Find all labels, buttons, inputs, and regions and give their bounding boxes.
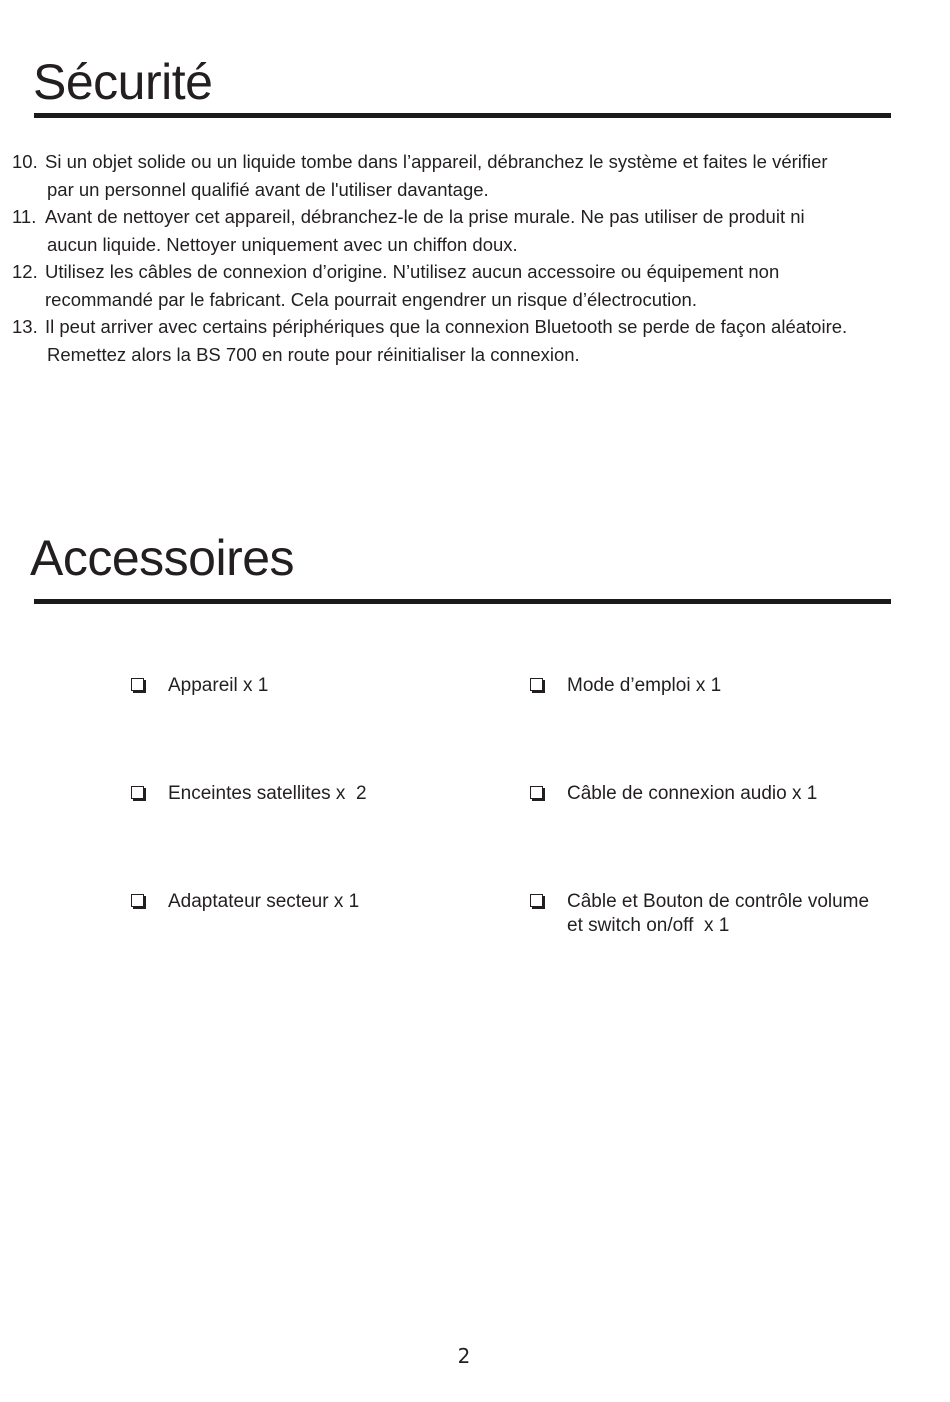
accessory-label: Adaptateur secteur x 1 [168,891,360,912]
checkbox-icon [530,678,543,691]
safety-instructions-list [12,148,932,368]
safety-item [12,148,932,203]
accessory-label: Mode d’emploi x 1 [567,675,722,696]
safety-item [12,203,932,258]
safety-item-number: 12. [12,261,38,282]
safety-item-text: Si un objet solide ou un liquide tombe dans l’appareil, débranchez le système et faites le vérifier [45,151,828,172]
section-title-accessoires: Accessoires [30,530,295,586]
safety-item-number: 11. [12,206,37,227]
checkbox-icon [530,894,543,907]
section-divider [34,113,891,118]
checkbox-icon [131,678,144,691]
safety-item [12,258,932,313]
accessory-label: Câble et Bouton de contrôle volume et switch on/off x 1 [567,891,870,936]
safety-item-number: 10. [12,151,38,172]
accessory-label: Appareil x 1 [168,675,269,696]
safety-item-text: par un personnel qualifié avant de l'utiliser davantage. [47,178,489,200]
safety-item-text: Il peut arriver avec certains périphériques que la connexion Bluetooth se perde de façon aléatoire. [45,316,848,337]
safety-item-text: Remettez alors la BS 700 en route pour réinitialiser la connexion. [47,343,580,365]
safety-item-text: aucun liquide. Nettoyer uniquement avec un chiffon doux. [47,233,518,255]
safety-item [12,313,932,368]
section-divider [34,599,891,604]
checkbox-icon [131,894,144,907]
checkbox-icon [131,786,144,799]
checkbox-icon [530,786,543,799]
accessory-label: Câble de connexion audio x 1 [567,783,818,804]
safety-item-text: Avant de nettoyer cet appareil, débranchez-le de la prise murale. Ne pas utiliser de produit ni [45,206,805,227]
safety-item-text: Utilisez les câbles de connexion d’origine. N’utilisez aucun accessoire ou équipement non [45,261,780,282]
section-title-securite: Sécurité [33,54,213,110]
page-number: 2 [457,1344,471,1368]
accessory-label: Enceintes satellites x 2 [168,783,367,804]
safety-item-text: recommandé par le fabricant. Cela pourrait engendrer un risque d’électrocution. [45,288,697,310]
safety-item-number: 13. [12,316,38,337]
